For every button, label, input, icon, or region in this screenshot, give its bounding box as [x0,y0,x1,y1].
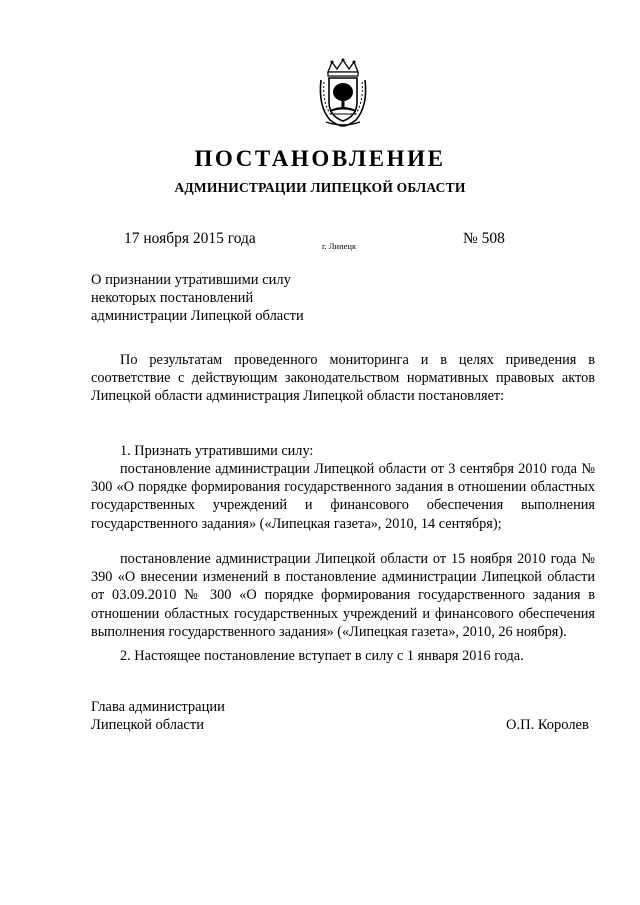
preamble-paragraph: По результатам проведенного мониторинга и в целях приведения в соответствие с действующим законодательством нормативных правовых актов Липецкой области администрация Липецкой области постановляет: [91,352,595,405]
document-subject [91,271,391,325]
signatory-position [91,698,225,734]
item-1-title: 1. Признать утратившими силу: [120,443,314,459]
document-number: № 508 [463,230,505,247]
signatory-position-line-1: Глава администрации [91,699,225,715]
item-1-clause-b: постановление администрации Липецкой области от 15 ноября 2010 года № 390 «О внесении изменений в постановление администрации Липецкой области от 03.09.2010 № 300 «О порядке формирования государственного задания в отношении областных государственных учреждений и финансового обеспечения выполнения государственного задания» («Липецкая газета», 2010, 26 ноября). [91,551,595,640]
signatory-position-line-2: Липецкой области [91,717,204,733]
document-title: ПОСТАНОВЛЕНИЕ [194,146,446,171]
coat-of-arms-icon [316,58,370,128]
document-date: 17 ноября 2015 года [124,230,256,247]
subject-line-3: администрации Липецкой области [91,308,304,324]
item-2-paragraph: 2. Настоящее постановление вступает в силу с 1 января 2016 года. [120,648,524,664]
document-city: г. Липецк [322,241,357,251]
item-1-clause-a: постановление администрации Липецкой области от 3 сентября 2010 года № 300 «О порядке формирования государственного задания в отношении областных государственных учреждений и финансового обеспечения выполнения государственного задания» («Липецкая газета», 2010, 14 сентября); [91,461,595,532]
subject-line-2: некоторых постановлений [91,290,254,306]
signatory-name: О.П. Королев [506,717,589,733]
document-subtitle: АДМИНИСТРАЦИИ ЛИПЕЦКОЙ ОБЛАСТИ [174,180,466,195]
subject-line-1: О признании утратившими силу [91,272,291,288]
